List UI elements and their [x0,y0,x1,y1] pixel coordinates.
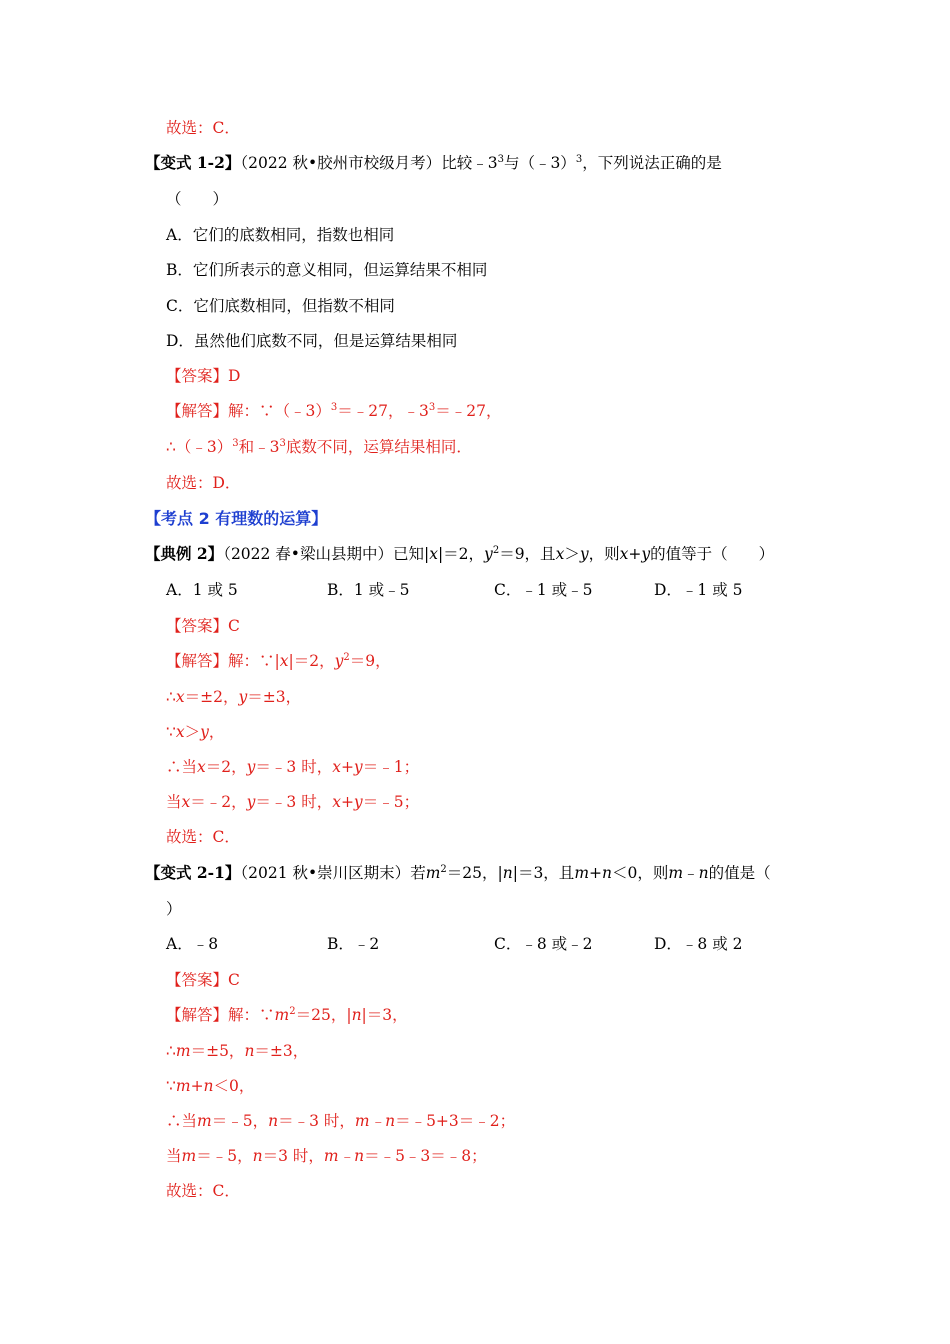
answer-label: 【答案】 [166,617,229,635]
example-2-stem [145,544,774,564]
var-n: n [698,864,709,882]
solution-text: ∵ [166,1077,176,1095]
exponent: 2 [343,652,350,663]
exponent: 3 [330,402,338,413]
answer-value: D [228,367,241,385]
solution-line-1 [166,401,501,421]
var-m: m [274,1006,290,1024]
solution-text: ∴当 [166,758,198,776]
stem-text: 的值等于（ ） [650,545,775,563]
stem-text: ﹣ [683,864,699,882]
solution-text: ＝±5， [190,1042,245,1060]
answer-line [166,616,240,636]
solution-line-1 [166,651,391,671]
solution-text: ＝﹣5， [196,1147,253,1165]
solution-text: ＝﹣1； [362,758,420,776]
solution-text: ＝﹣3 时， [278,1112,355,1130]
solution-line-3 [166,1076,254,1096]
var-m: m [181,1147,197,1165]
stem-text: |＝2， [437,545,485,563]
var-sum: x+y [332,793,363,811]
solution-text: ∵ [166,723,176,741]
var-sum: x+y [332,758,363,776]
stem-text: ，下列说法正确的是 [582,154,722,172]
exponent: 3 [428,402,436,413]
solution-line-5 [166,792,419,812]
solution-text: ＝﹣5+3＝﹣2； [395,1112,516,1130]
var-y: y [334,652,344,670]
answer-line [166,970,240,990]
var-n: n [351,1006,362,1024]
option-c: C．﹣8 或﹣2 [494,935,593,953]
solution-text: ＝﹣27， [435,402,502,420]
answer-label: 【答案】 [166,971,229,989]
solution-text: ＝±3， [254,1042,309,1060]
solution-text: 解：∵ [228,1006,275,1024]
source: （2021 秋•崇川区期末） [240,864,411,882]
var-y: y [246,758,256,776]
option-d: D．虽然他们底数不同，但是运算结果相同 [166,332,458,350]
var-n: n [252,1147,263,1165]
stem-text: 若 [410,864,426,882]
solution-text: ∴（﹣3） [166,438,233,456]
option-b: B．它们所表示的意义相同，但运算结果不相同 [166,261,488,279]
var-diff: m﹣n [354,1112,396,1130]
solution-choice: 故选：C． [166,1182,240,1200]
var-m: m [425,864,441,882]
option-a: A．它们的底数相同，指数也相同 [166,226,395,244]
solution-line-4 [166,1111,515,1131]
solution-text: ＝﹣5， [211,1112,269,1130]
var-sum: m+n [175,1077,214,1095]
var-n: n [268,1112,279,1130]
solution-text: ＝﹣3 时， [255,758,333,776]
solution-text: ＝﹣3 时， [255,793,333,811]
solution-label: 【解答】 [166,652,229,670]
stem-text: ＜0，则 [611,864,669,882]
solution-text: ＝﹣2， [190,793,247,811]
stem-wrap: ） [166,900,182,918]
solution-text: ＝±2， [184,688,239,706]
var-n: n [502,864,513,882]
var-x: x [555,545,565,563]
solution-choice: 故选：C． [166,828,240,846]
var-y: y [238,688,248,706]
stem-text: ＝9，且 [499,545,556,563]
exponent: 3 [279,438,286,449]
section-title: 【考点 2 有理数的运算】 [145,509,328,528]
solution-text: ＜0， [213,1077,255,1095]
option-d: D．﹣1 或 5 [654,581,743,599]
exponent: 2 [492,545,500,556]
solution-text: ＝2， [205,758,247,776]
solution-line-1 [166,1005,408,1025]
answer-value: C [228,617,240,635]
solution-text: |＝2， [288,652,335,670]
solution-text: 当 [166,1147,182,1165]
solution-line-2 [166,437,472,457]
solution-text: ＝﹣27，﹣3 [337,402,429,420]
solution-text: ＝25，| [295,1006,352,1024]
var-n: n [244,1042,255,1060]
stem-text: 已知| [392,545,430,563]
solution-line-2 [166,687,301,707]
stem-text: ＝25，| [446,864,503,882]
stem-text: ，则 [588,545,620,563]
solution-text: 当 [166,793,182,811]
exponent: 2 [289,1006,296,1017]
solution-text: ＝±3， [247,688,302,706]
variant-1-2-stem [145,153,722,173]
var-y: y [484,545,493,563]
var-sum: m+n [574,864,612,882]
option-b: B．﹣2 [327,935,380,953]
solution-text: ＞ [184,723,201,741]
var-x: x [429,545,438,563]
var-x: x [279,652,289,670]
solution-text: 解：∵（﹣3） [228,402,331,420]
exponent: 3 [232,438,239,449]
solution-choice: 故选：D． [166,474,241,492]
solution-line-4 [166,757,419,777]
solution-line-3 [166,722,224,742]
exponent: 3 [575,154,583,165]
solution-line-2 [166,1041,308,1061]
solution-text: ∴ [166,1042,176,1060]
solution-text: ＝3 时， [262,1147,324,1165]
var-y: y [579,545,589,563]
var-m: m [668,864,684,882]
solution-line-5 [166,1146,487,1166]
variant-tag: 【变式 2-1】 [145,863,241,882]
solution-text: 和﹣3 [238,438,280,456]
example-tag: 【典例 2】 [145,544,224,563]
answer-line [166,366,240,386]
option-c: C．﹣1 或﹣5 [494,581,593,599]
option-b: B．1 或﹣5 [327,581,410,599]
solution-text: ， [208,723,225,741]
solution-label: 【解答】 [166,402,229,420]
solution-text: ＝9， [349,652,391,670]
exponent: 2 [440,864,447,875]
solution-text: 解：∵| [228,652,280,670]
stem-text: 比较﹣3 [441,154,498,172]
var-y: y [246,793,256,811]
variant-2-1-stem [145,863,771,883]
solution-text: ∴ [166,688,176,706]
var-x: x [197,758,206,776]
prev-choice: 故选：C． [166,119,240,137]
solution-label: 【解答】 [166,1006,229,1024]
variant-tag: 【变式 1-2】 [145,153,241,172]
solution-text: 底数不同，运算结果相同． [285,438,472,456]
var-x: x [181,793,191,811]
var-x: x [175,723,185,741]
option-a: A．﹣8 [166,935,219,953]
var-m: m [175,1042,191,1060]
answer-paren: （ ） [166,190,229,208]
source: （2022 秋•胶州市校级月考） [240,154,442,172]
stem-text: 的值是（ [708,864,771,882]
solution-text: ＝﹣5﹣3＝﹣8； [364,1147,487,1165]
stem-text: |＝3，且 [512,864,575,882]
solution-text: |＝3， [361,1006,408,1024]
var-m: m [197,1112,212,1130]
solution-text: ∴当 [166,1112,198,1130]
option-d: D．﹣8 或 2 [654,935,743,953]
stem-text: 与（﹣3） [503,154,576,172]
stem-text: ＞ [564,545,580,563]
var-sum: x+y [619,545,651,563]
answer-label: 【答案】 [166,367,229,385]
option-a: A．1 或 5 [166,581,238,599]
var-diff: m﹣n [323,1147,365,1165]
exponent: 3 [497,154,504,165]
option-c: C．它们底数相同，但指数不相同 [166,297,395,315]
source: （2022 春•梁山县期中） [223,545,393,563]
var-x: x [175,688,185,706]
var-y: y [200,723,209,741]
solution-text: ＝﹣5； [362,793,420,811]
answer-value: C [228,971,240,989]
